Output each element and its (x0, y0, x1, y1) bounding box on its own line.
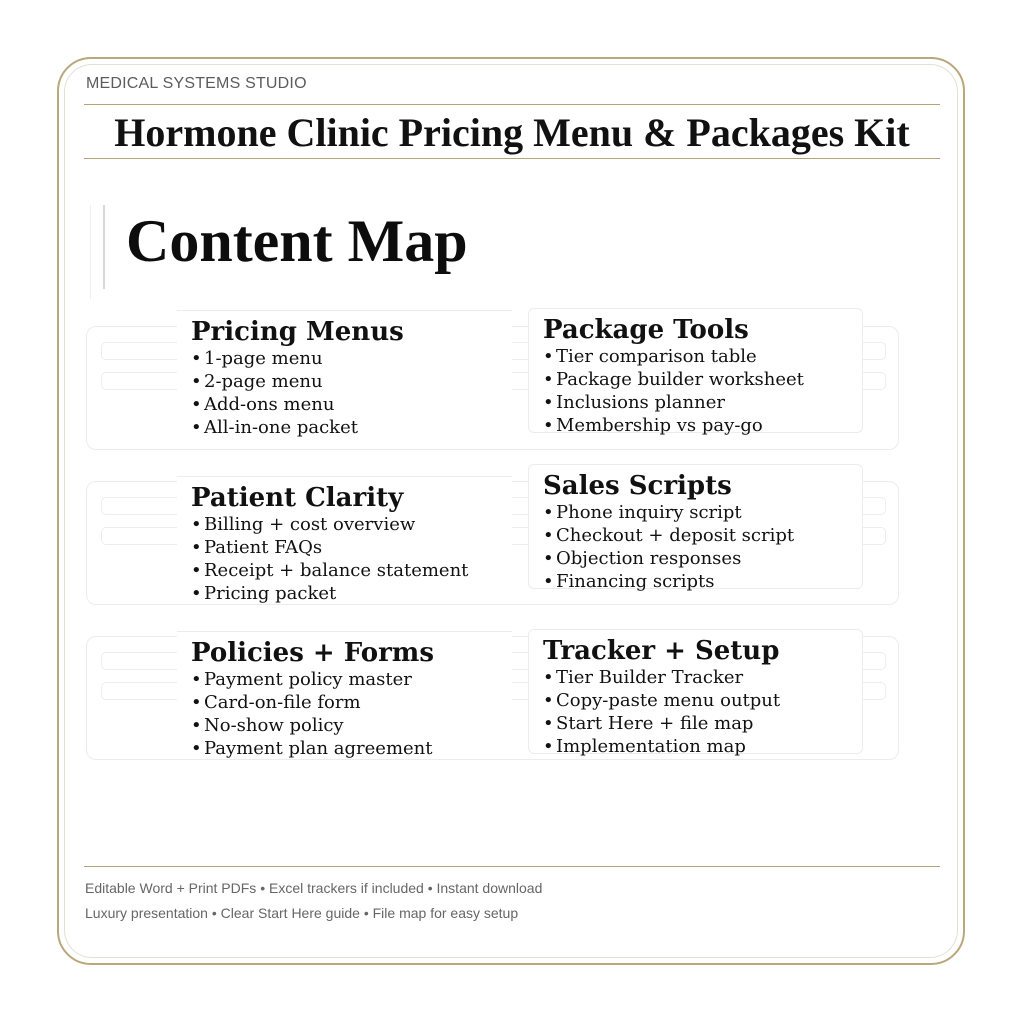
list-item: • Payment policy master (191, 669, 412, 690)
list-item: • Card-on-file form (191, 692, 361, 713)
list-item: • Add-ons menu (191, 394, 335, 415)
bullet: • (191, 583, 202, 604)
section-policies-forms (177, 631, 512, 759)
bullet: • (543, 548, 554, 569)
bullet: • (191, 371, 202, 392)
bullet: • (191, 417, 202, 438)
bullet: • (543, 415, 554, 436)
section-list (191, 668, 433, 760)
bullet: • (543, 713, 554, 734)
list-item: • 2-page menu (191, 371, 323, 392)
bullet: • (191, 514, 202, 535)
list-item: • No-show policy (191, 715, 344, 736)
section-title: Pricing Menus (191, 317, 404, 347)
list-item: • 1-page menu (191, 348, 323, 369)
list-item: • Patient FAQs (191, 537, 323, 558)
bullet: • (191, 669, 202, 690)
section-list (543, 345, 804, 437)
bullet: • (543, 369, 554, 390)
bullet: • (543, 667, 554, 688)
bullet: • (543, 392, 554, 413)
list-item: • Membership vs pay-go (543, 415, 763, 436)
bullet: • (191, 692, 202, 713)
section-title: Package Tools (543, 315, 749, 345)
list-item: • Financing scripts (543, 571, 715, 592)
kit-title: Hormone Clinic Pricing Menu & Packages Kit (114, 110, 910, 155)
brand-label: MEDICAL SYSTEMS STUDIO (86, 75, 307, 92)
list-item: • Package builder worksheet (543, 369, 804, 390)
list-item: • Payment plan agreement (191, 738, 433, 759)
footer-line-1: Editable Word + Print PDFs • Excel trackers if included • Instant download (85, 880, 543, 896)
section-list (191, 347, 358, 439)
section-list (543, 666, 780, 758)
list-item: • Start Here + file map (543, 713, 754, 734)
bullet: • (191, 715, 202, 736)
list-item: • Phone inquiry script (543, 502, 742, 523)
list-item: • Tier comparison table (543, 346, 757, 367)
accent-bar (103, 205, 105, 289)
title-divider (84, 158, 940, 159)
list-item: • Inclusions planner (543, 392, 725, 413)
list-item: • Copy-paste menu output (543, 690, 781, 711)
section-title: Patient Clarity (191, 483, 404, 513)
bullet: • (191, 394, 202, 415)
bullet: • (543, 346, 554, 367)
section-sales-scripts (528, 464, 863, 592)
bullet: • (191, 348, 202, 369)
accent-bar-light (90, 205, 91, 299)
list-item: • Checkout + deposit script (543, 525, 795, 546)
bullet: • (543, 690, 554, 711)
bullet: • (543, 571, 554, 592)
footer-divider (84, 866, 940, 867)
section-tracker-setup (528, 629, 863, 757)
section-title: Policies + Forms (191, 638, 434, 668)
section-list (543, 501, 794, 593)
bullet: • (543, 736, 554, 757)
section-title: Sales Scripts (543, 471, 732, 501)
list-item: • Objection responses (543, 548, 742, 569)
bullet: • (543, 525, 554, 546)
list-item: • Implementation map (543, 736, 746, 757)
bullet: • (191, 560, 202, 581)
list-item: • Billing + cost overview (191, 514, 416, 535)
bullet: • (191, 537, 202, 558)
top-divider (84, 104, 940, 105)
section-pricing-menus (177, 310, 512, 438)
section-patient-clarity (177, 476, 512, 604)
list-item: • Tier Builder Tracker (543, 667, 744, 688)
section-package-tools (528, 308, 863, 436)
bullet: • (543, 502, 554, 523)
list-item: • All-in-one packet (191, 417, 358, 438)
bullet: • (191, 738, 202, 759)
list-item: • Receipt + balance statement (191, 560, 469, 581)
section-title: Tracker + Setup (543, 636, 780, 666)
section-list (191, 513, 468, 605)
content-map-heading: Content Map (126, 208, 468, 274)
list-item: • Pricing packet (191, 583, 337, 604)
footer-line-2: Luxury presentation • Clear Start Here guide • File map for easy setup (85, 905, 519, 921)
